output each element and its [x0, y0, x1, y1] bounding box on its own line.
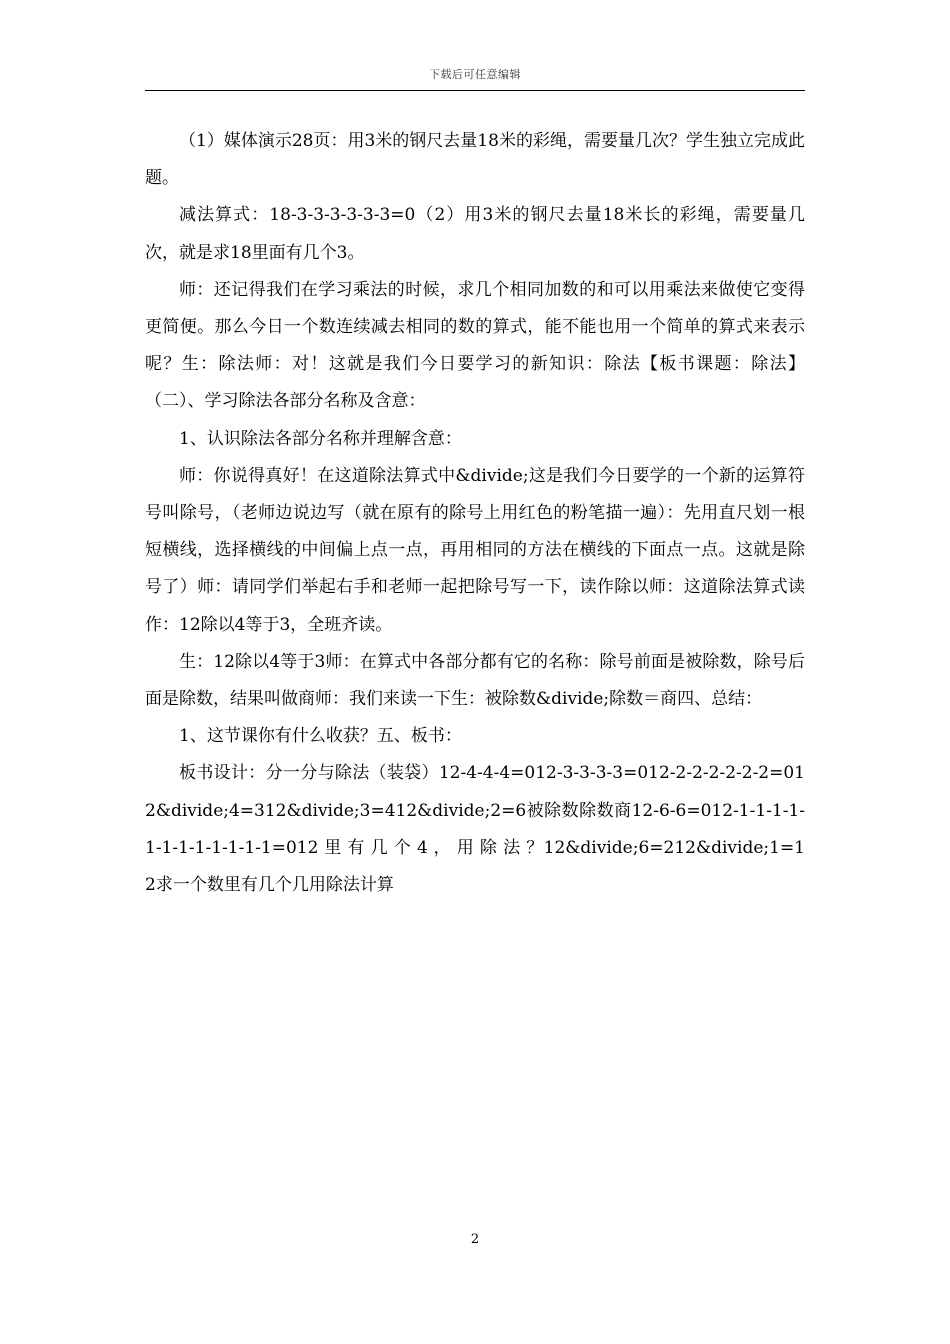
header-divider	[145, 90, 805, 91]
paragraph: 师：还记得我们在学习乘法的时候，求几个相同加数的和可以用乘法来做使它变得更简便。那么今日一个数连续减去相同的数的算式，能不能也用一个简单的算式来表示呢？生：除法师：对！这就是我们今日要学习的新知识：除法【板书课题：除法】（二）、学习除法各部分名称及含意：	[145, 279, 805, 412]
paragraph: （1）媒体演示28页：用3米的钢尺去量18米的彩绳，需要量几次？学生独立完成此题。	[145, 131, 805, 189]
paragraph: 师：你说得真好！在这道除法算式中&divide;这是我们今日要学的一个新的运算符号叫除号，（老师边说边写（就在原有的除号上用红色的粉笔描一遍）：先用直尺划一根短横线，选择横线的中间偏上点一点，再用相同的方法在横线的下面点一点。这就是除号了）师：请同学们举起右手和老师一起把除号写一下，读作除以师：这道除法算式读作：12除以4等于3，全班齐读。	[145, 465, 805, 635]
page-header: 下载后可任意编辑	[429, 68, 521, 81]
paragraph: 1、认识除法各部分名称并理解含意：	[179, 428, 462, 449]
page-number: 2	[470, 1232, 480, 1247]
document-body	[145, 123, 805, 904]
paragraph: 减法算式：18-3-3-3-3-3-3=0（2）用3米的钢尺去量18米长的彩绳，需要量几次，就是求18里面有几个3。	[145, 205, 805, 263]
paragraph: 板书设计：分一分与除法（装袋）12-4-4-4=012-3-3-3-3=012-2-2-2-2-2-2=012&divide;4=312&divide;3=412&divide;2=6被除数除数商12-6-6=012-1-1-1-1-1-1-1-1-1-1-1-1=012 里 有 几 个 4 ， 用 除 法 ？12&divide;6=212&divide;1=12求一个数里有几个几用除法计算	[145, 763, 805, 896]
paragraph: 生：12除以4等于3师：在算式中各部分都有它的名称：除号前面是被除数，除号后面是除数，结果叫做商师：我们来读一下生：被除数&divide;除数＝商四、总结：	[145, 651, 805, 710]
paragraph: 1、这节课你有什么收获？五、板书：	[179, 726, 462, 747]
